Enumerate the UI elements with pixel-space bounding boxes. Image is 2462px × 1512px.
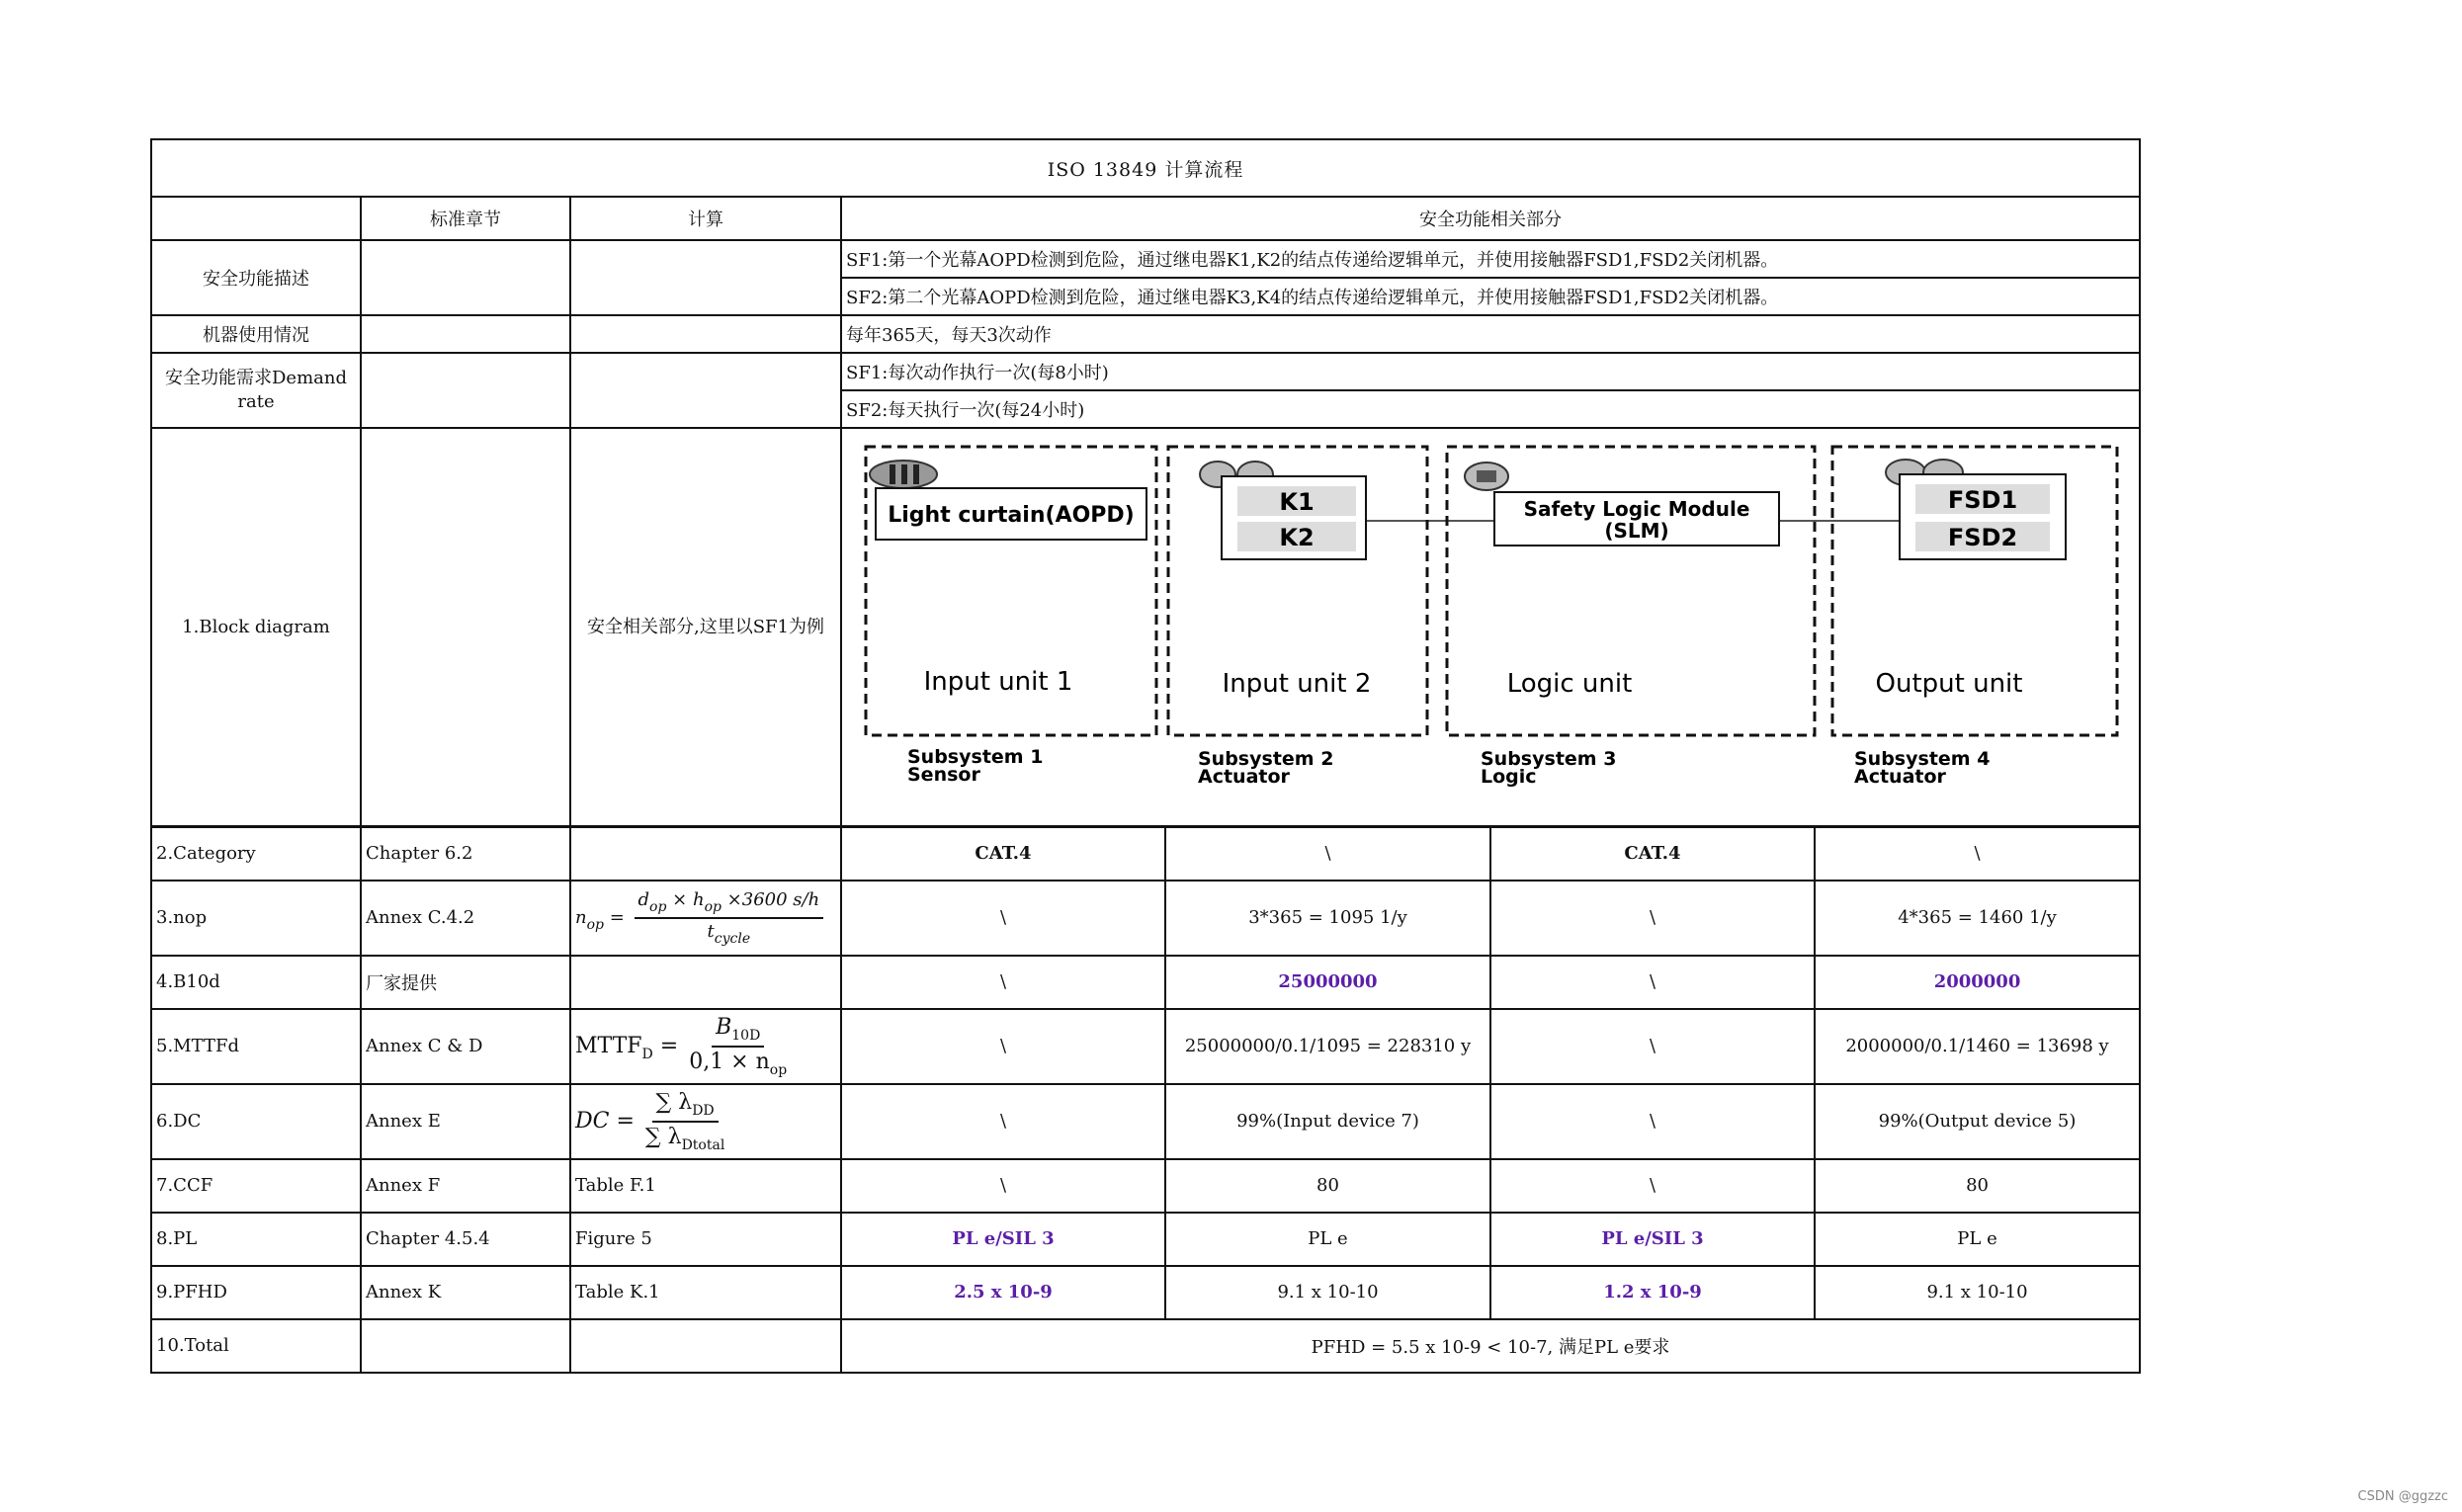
block-label: 1.Block diagram	[151, 428, 361, 827]
slm-label-line1: Safety Logic Module	[1523, 497, 1750, 521]
mttfd-formula-denominator	[689, 1048, 787, 1078]
mttfd-label: 5.MTTFd	[151, 1009, 361, 1084]
sub1-title: Subsystem 1	[907, 746, 1044, 768]
sub2-type: Actuator	[1198, 766, 1290, 788]
demand-label: 安全功能需求Demand rate	[151, 353, 361, 428]
ccf-calc: Table F.1	[570, 1159, 841, 1213]
nop-formula-lhs: n	[575, 906, 587, 928]
ccf-v4: 80	[1815, 1159, 2140, 1213]
dc-v2: 99%(Input device 7)	[1165, 1084, 1490, 1159]
nop-formula-numerator	[635, 889, 824, 919]
demand-row-1	[151, 353, 2140, 390]
mttfd-v2: 25000000/0.1/1095 = 228310 y	[1165, 1009, 1490, 1084]
category-chapter: Chapter 6.2	[361, 827, 570, 881]
nop-den-t: t	[707, 920, 715, 942]
usage-label: 机器使用情况	[151, 315, 361, 353]
pl-v3: PL e/SIL 3	[1490, 1213, 1815, 1266]
nop-formula-fraction	[635, 889, 824, 947]
total-value: PFHD = 5.5 x 10-9 < 10-7, 满足PL e要求	[841, 1319, 2140, 1373]
sf1-demand: SF1:每次动作执行一次(每8小时)	[841, 353, 2140, 390]
pl-v1: PL e/SIL 3	[841, 1213, 1165, 1266]
sf-desc-label: 安全功能描述	[151, 240, 361, 315]
watermark: CSDN @ggzzc	[2357, 1489, 2448, 1504]
sub1-type: Sensor	[907, 764, 980, 786]
block-diagram	[842, 429, 2140, 820]
nop-row	[151, 881, 2140, 956]
dc-formula-numerator	[652, 1090, 719, 1123]
header-blank	[151, 197, 361, 240]
mttfd-formula-lhs-sub: D	[641, 1046, 653, 1062]
slm-icon	[1465, 462, 1508, 490]
fsd1-label: FSD1	[1947, 486, 2018, 514]
usage-row	[151, 315, 2140, 353]
mttfd-formula-lhs: MTTF	[575, 1033, 642, 1058]
table-title: ISO 13849 计算流程	[151, 139, 2140, 197]
b10d-v3: \	[1490, 956, 1815, 1009]
category-v3: CAT.4	[1490, 827, 1815, 881]
total-calc	[570, 1319, 841, 1373]
nop-v4: 4*365 = 1460 1/y	[1815, 881, 2140, 956]
nop-den-t-sub: cycle	[714, 930, 751, 947]
light-curtain-label: Light curtain(AOPD)	[888, 503, 1135, 528]
mttfd-v4: 2000000/0.1/1460 = 13698 y	[1815, 1009, 2140, 1084]
header-parts: 安全功能相关部分	[841, 197, 2140, 240]
demand-chapter	[361, 353, 570, 428]
unit4-label: Output unit	[1875, 669, 2023, 699]
sub2-title: Subsystem 2	[1198, 748, 1334, 770]
b10d-chapter: 厂家提供	[361, 956, 570, 1009]
mttfd-num-b: B	[716, 1014, 732, 1040]
dc-formula: DC = $\frac{\sum \lambda_{DD}}{\sum \lambda_{Dtotal}}$	[570, 1084, 841, 1159]
sub3-title: Subsystem 3	[1481, 748, 1617, 770]
usage-calc	[570, 315, 841, 353]
pfhd-v4: 9.1 x 10-10	[1815, 1266, 2140, 1319]
nop-num-tail: ×3600 s/h	[721, 888, 820, 910]
nop-v3: \	[1490, 881, 1815, 956]
mttfd-v1: \	[841, 1009, 1165, 1084]
pfhd-v1: 2.5 x 10-9	[841, 1266, 1165, 1319]
category-v2: \	[1165, 827, 1490, 881]
mttfd-den-sub: op	[769, 1061, 788, 1078]
nop-num-d: d	[637, 888, 650, 910]
k2-label: K2	[1279, 524, 1315, 551]
nop-formula-denominator	[708, 919, 751, 947]
b10d-v1: \	[841, 956, 1165, 1009]
pfhd-calc: Table K.1	[570, 1266, 841, 1319]
nop-formula-lhs-sub: op	[586, 916, 604, 933]
nop-num-h-sub: op	[704, 898, 722, 915]
unit1-label: Input unit 1	[923, 667, 1073, 697]
pl-row	[151, 1213, 2140, 1266]
category-v1: CAT.4	[841, 827, 1165, 881]
category-label: 2.Category	[151, 827, 361, 881]
iso-calculation-sheet	[150, 138, 2139, 1374]
sf-desc-chapter	[361, 240, 570, 315]
sub4-type: Actuator	[1854, 766, 1946, 788]
header-calc: 计算	[570, 197, 841, 240]
ccf-row	[151, 1159, 2140, 1213]
dc-formula-lhs: DC	[575, 1108, 610, 1134]
dc-label: 6.DC	[151, 1084, 361, 1159]
fsd2-label: FSD2	[1947, 524, 2018, 551]
sf1-description: SF1:第一个光幕AOPD检测到危险，通过继电器K1,K2的结点传递给逻辑单元，并使用接触器FSD1,FSD2关闭机器。	[841, 240, 2140, 278]
title-row	[151, 139, 2140, 197]
dc-formula-fraction	[645, 1090, 724, 1153]
mttfd-v3: \	[1490, 1009, 1815, 1084]
pl-v4: PL e	[1815, 1213, 2140, 1266]
pl-chapter: Chapter 4.5.4	[361, 1213, 570, 1266]
b10d-label: 4.B10d	[151, 956, 361, 1009]
total-chapter	[361, 1319, 570, 1373]
block-chapter	[361, 428, 570, 827]
ccf-label: 7.CCF	[151, 1159, 361, 1213]
dc-num-sub: DD	[692, 1102, 715, 1119]
sf2-description: SF2:第二个光幕AOPD检测到危险，通过继电器K3,K4的结点传递给逻辑单元，并使用接触器FSD1,FSD2关闭机器。	[841, 278, 2140, 315]
pl-label: 8.PL	[151, 1213, 361, 1266]
b10d-row	[151, 956, 2140, 1009]
header-row	[151, 197, 2140, 240]
pfhd-row	[151, 1266, 2140, 1319]
calculation-table	[150, 138, 2141, 1374]
b10d-v4: 2000000	[1815, 956, 2140, 1009]
ccf-v1: \	[841, 1159, 1165, 1213]
light-curtain-icon	[870, 461, 937, 488]
dc-den: ∑ λ	[644, 1124, 682, 1149]
k1-label: K1	[1279, 488, 1315, 516]
nop-chapter: Annex C.4.2	[361, 881, 570, 956]
nop-label: 3.nop	[151, 881, 361, 956]
nop-num-d-sub: op	[649, 898, 667, 915]
nop-num-h: × h	[666, 888, 705, 910]
dc-chapter: Annex E	[361, 1084, 570, 1159]
mttfd-chapter: Annex C & D	[361, 1009, 570, 1084]
category-row	[151, 827, 2140, 881]
mttfd-formula-numerator	[712, 1015, 764, 1048]
mttfd-row	[151, 1009, 2140, 1084]
sub4-title: Subsystem 4	[1854, 748, 1991, 770]
dc-v4: 99%(Output device 5)	[1815, 1084, 2140, 1159]
sub3-type: Logic	[1481, 766, 1537, 788]
header-chapter: 标准章节	[361, 197, 570, 240]
demand-calc	[570, 353, 841, 428]
sf-desc-row-1	[151, 240, 2140, 278]
slm-label-line2: (SLM)	[1604, 519, 1669, 543]
dc-v3: \	[1490, 1084, 1815, 1159]
sf-desc-calc	[570, 240, 841, 315]
unit2-label: Input unit 2	[1222, 669, 1372, 699]
pfhd-label: 9.PFHD	[151, 1266, 361, 1319]
b10d-v2: 25000000	[1165, 956, 1490, 1009]
nop-formula: $n_{op}$ = $\frac{d_{op} \times h_{op} \times 3600 s/h}{t_{cycle}}$	[570, 881, 841, 956]
dc-num: ∑ λ	[655, 1089, 693, 1115]
pfhd-chapter: Annex K	[361, 1266, 570, 1319]
mttfd-formula: $MTTF_D$ = $\frac{B_{10D}}{0,1 \times n_{op}}$	[570, 1009, 841, 1084]
category-calc	[570, 827, 841, 881]
dc-v1: \	[841, 1084, 1165, 1159]
mttfd-formula-fraction	[689, 1015, 787, 1078]
pl-calc: Figure 5	[570, 1213, 841, 1266]
pfhd-v3: 1.2 x 10-9	[1490, 1266, 1815, 1319]
block-diagram-row	[151, 428, 2140, 827]
pfhd-v2: 9.1 x 10-10	[1165, 1266, 1490, 1319]
total-label: 10.Total	[151, 1319, 361, 1373]
category-v4: \	[1815, 827, 2140, 881]
b10d-calc	[570, 956, 841, 1009]
dc-den-sub: Dtotal	[681, 1136, 725, 1153]
block-diagram-cell	[841, 428, 2140, 827]
dc-row	[151, 1084, 2140, 1159]
unit3-label: Logic unit	[1506, 669, 1633, 699]
ccf-chapter: Annex F	[361, 1159, 570, 1213]
sf2-demand: SF2:每天执行一次(每24小时)	[841, 390, 2140, 428]
nop-v1: \	[841, 881, 1165, 956]
usage-chapter	[361, 315, 570, 353]
pl-v2: PL e	[1165, 1213, 1490, 1266]
dc-formula-denominator	[645, 1123, 724, 1153]
mttfd-num-sub: 10D	[731, 1027, 761, 1044]
nop-v2: 3*365 = 1095 1/y	[1165, 881, 1490, 956]
ccf-v3: \	[1490, 1159, 1815, 1213]
block-calc: 安全相关部分,这里以SF1为例	[570, 428, 841, 827]
mttfd-den: 0,1 × n	[689, 1049, 770, 1074]
ccf-v2: 80	[1165, 1159, 1490, 1213]
total-row	[151, 1319, 2140, 1373]
usage-value: 每年365天，每天3次动作	[841, 315, 2140, 353]
